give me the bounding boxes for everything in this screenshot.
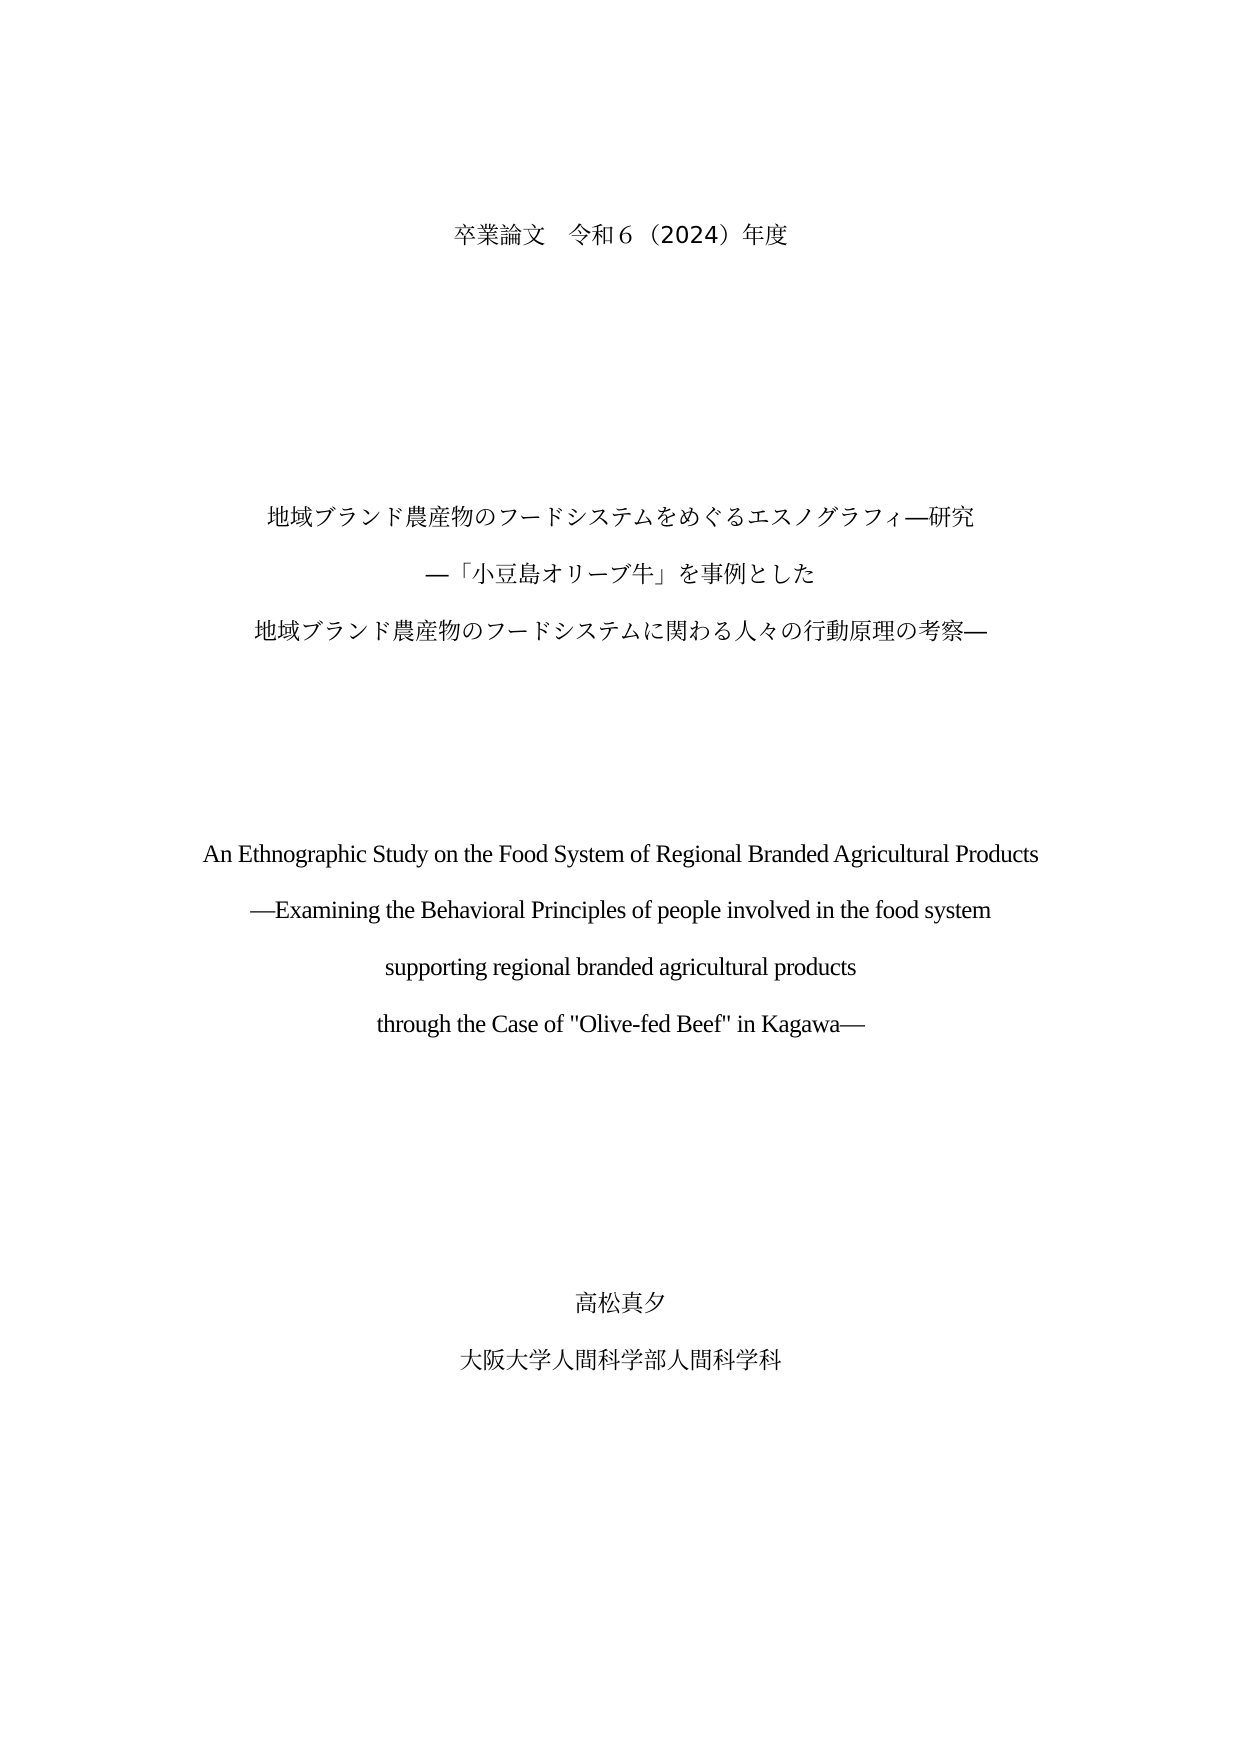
author-name: 高松真夕 bbox=[574, 1291, 667, 1317]
author-affiliation: 大阪大学人間科学部人間科学科 bbox=[459, 1348, 782, 1374]
japanese-title-line-1: 地域ブランド農産物のフードシステムをめぐるエスノグラフィ―研究 bbox=[266, 505, 975, 531]
japanese-title-line-3: 地域ブランド農産物のフードシステムに関わる人々の行動原理の考察― bbox=[253, 619, 987, 645]
japanese-title-line-2: ―「小豆島オリーブ牛」を事例とした bbox=[425, 562, 816, 588]
english-title-line-3: supporting regional branded agricultural products bbox=[384, 954, 857, 981]
english-title-line-4: through the Case of "Olive-fed Beef" in Kagawa— bbox=[376, 1011, 865, 1038]
thesis-year-header: 卒業論文 令和６（2024）年度 bbox=[453, 223, 788, 249]
english-title-line-1: An Ethnographic Study on the Food System of Regional Branded Agricultural Products bbox=[202, 841, 1039, 868]
english-title-line-2: —Examining the Behavioral Principles of people involved in the food system bbox=[250, 897, 991, 924]
